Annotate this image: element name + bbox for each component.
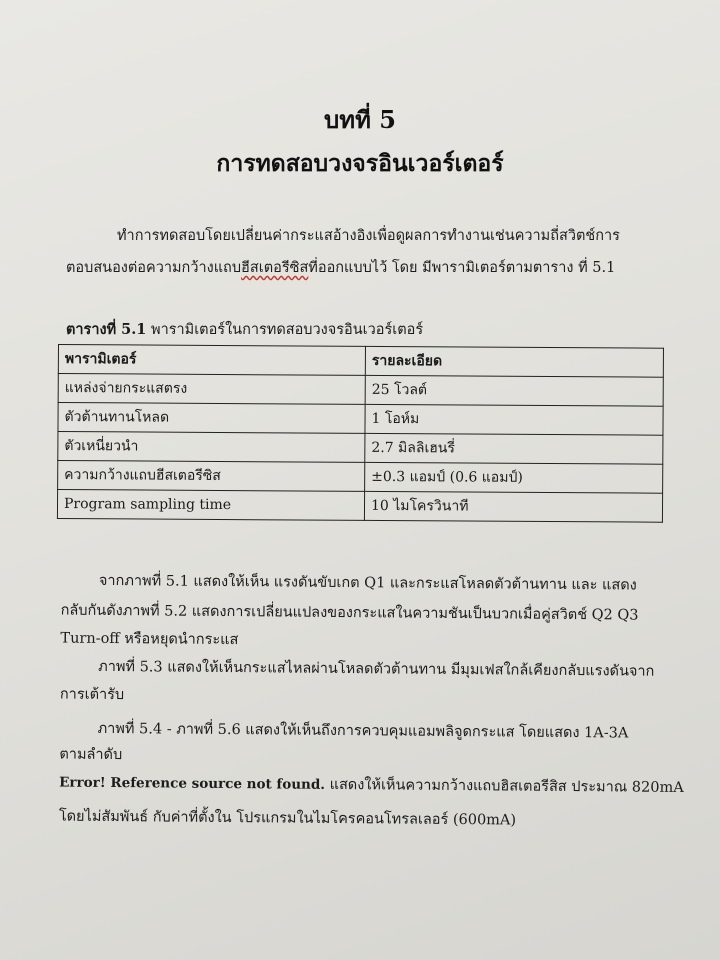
table-caption-text: พารามิเตอร์ในการทดสอบวงจรอินเวอร์เตอร์	[146, 322, 424, 338]
intro-hysteresis-term: ฮีสเตอรีซิส	[241, 260, 309, 276]
reference-error-text: Error! Reference source not found.	[59, 774, 326, 793]
body-p3-line-2: ตามลำดับ	[59, 746, 123, 764]
table-cell-param: แหล่งจ่ายกระแสตรง	[58, 374, 365, 405]
body-p4-line-1-text: แสดงให้เห็นความกว้างแถบฮิสเตอรีสิส ประมาณ 820mA	[324, 776, 684, 796]
table-row	[58, 403, 663, 436]
table-cell-param: ความกว้างแถบฮีสเตอรีซิส	[58, 461, 365, 492]
body-p2-line-2: การเต้ารับ	[59, 686, 125, 704]
table-cell-detail: 2.7 มิลลิเฮนรี่	[365, 433, 663, 464]
body-p4-line-1	[59, 775, 684, 796]
table-cell-detail: ±0.3 แอมป์ (0.6 แอมป์)	[365, 462, 663, 493]
table-row	[58, 432, 663, 465]
table-cell-param: Program sampling time	[57, 490, 364, 521]
chapter-title: การทดสอบวงจรอินเวอร์เตอร์	[216, 150, 504, 177]
intro-line-2	[66, 260, 615, 276]
body-p1-line-3: Turn-off หรือหยุดนำกระแส	[60, 630, 239, 649]
table-cell-param: ตัวต้านทานโหลด	[58, 403, 365, 434]
chapter-heading: บทที่ 5	[324, 105, 396, 134]
table-caption	[66, 318, 423, 341]
intro-table-ref: ที่ 5.1	[578, 260, 616, 276]
table-cell-detail: 10 ไมโครวินาที	[364, 491, 662, 522]
body-p1-line-2: กลับกันดังภาพที่ 5.2 แสดงการเปลี่ยนแปลงของกระแสในความชันเป็นบวกเมื่อคู่สวิตช์ Q2 Q3	[60, 602, 639, 624]
intro-line-1: ทำการทดสอบโดยเปลี่ยนค่ากระแสอ้างอิงเพื่อดูผลการทำงานเช่นความถี่สวิตช์การ	[117, 228, 620, 244]
body-p1-line-1: จากภาพที่ 5.1 แสดงให้เห็น แรงดันขับเกต Q1 และกระแสโหลดตัวต้านทาน และ แสดง	[98, 572, 637, 594]
table-row	[57, 490, 662, 523]
table-cell-param: ตัวเหนี่ยวนำ	[58, 432, 365, 463]
table-caption-number: ตารางที่ 5.1	[66, 321, 147, 338]
body-p4-line-2: โดยไม่สัมพันธ์ กับค่าที่ตั้งใน โปรแกรมในไมโครคอนโทรลเลอร์ (600mA)	[58, 808, 517, 829]
table-cell-detail: 1 โอห์ม	[365, 404, 663, 435]
table-row	[58, 461, 663, 494]
table-row	[58, 374, 663, 407]
intro-text-2: ที่ออกแบบไว้ โดย มีพารามิเตอร์ตามตาราง	[308, 260, 574, 276]
table-header-detail: รายละเอียด	[365, 346, 663, 377]
body-p3-line-1: ภาพที่ 5.4 - ภาพที่ 5.6 แสดงให้เห็นถึงการควบคุมแอมพลิจูดกระแส โดยแสดง 1A-3A	[97, 720, 629, 742]
parameter-table	[57, 344, 664, 523]
intro-text: ตอบสนองต่อความกว้างแถบ	[66, 260, 242, 276]
table-cell-detail: 25 โวลต์	[365, 375, 663, 406]
table-header-row	[58, 345, 663, 378]
body-p2-line-1: ภาพที่ 5.3 แสดงให้เห็นกระแสไหลผ่านโหลดตัวต้านทาน มีมุมเฟสใกล้เคียงกลับแรงดันจาก	[98, 658, 655, 680]
table-header-param: พารามิเตอร์	[58, 345, 365, 376]
